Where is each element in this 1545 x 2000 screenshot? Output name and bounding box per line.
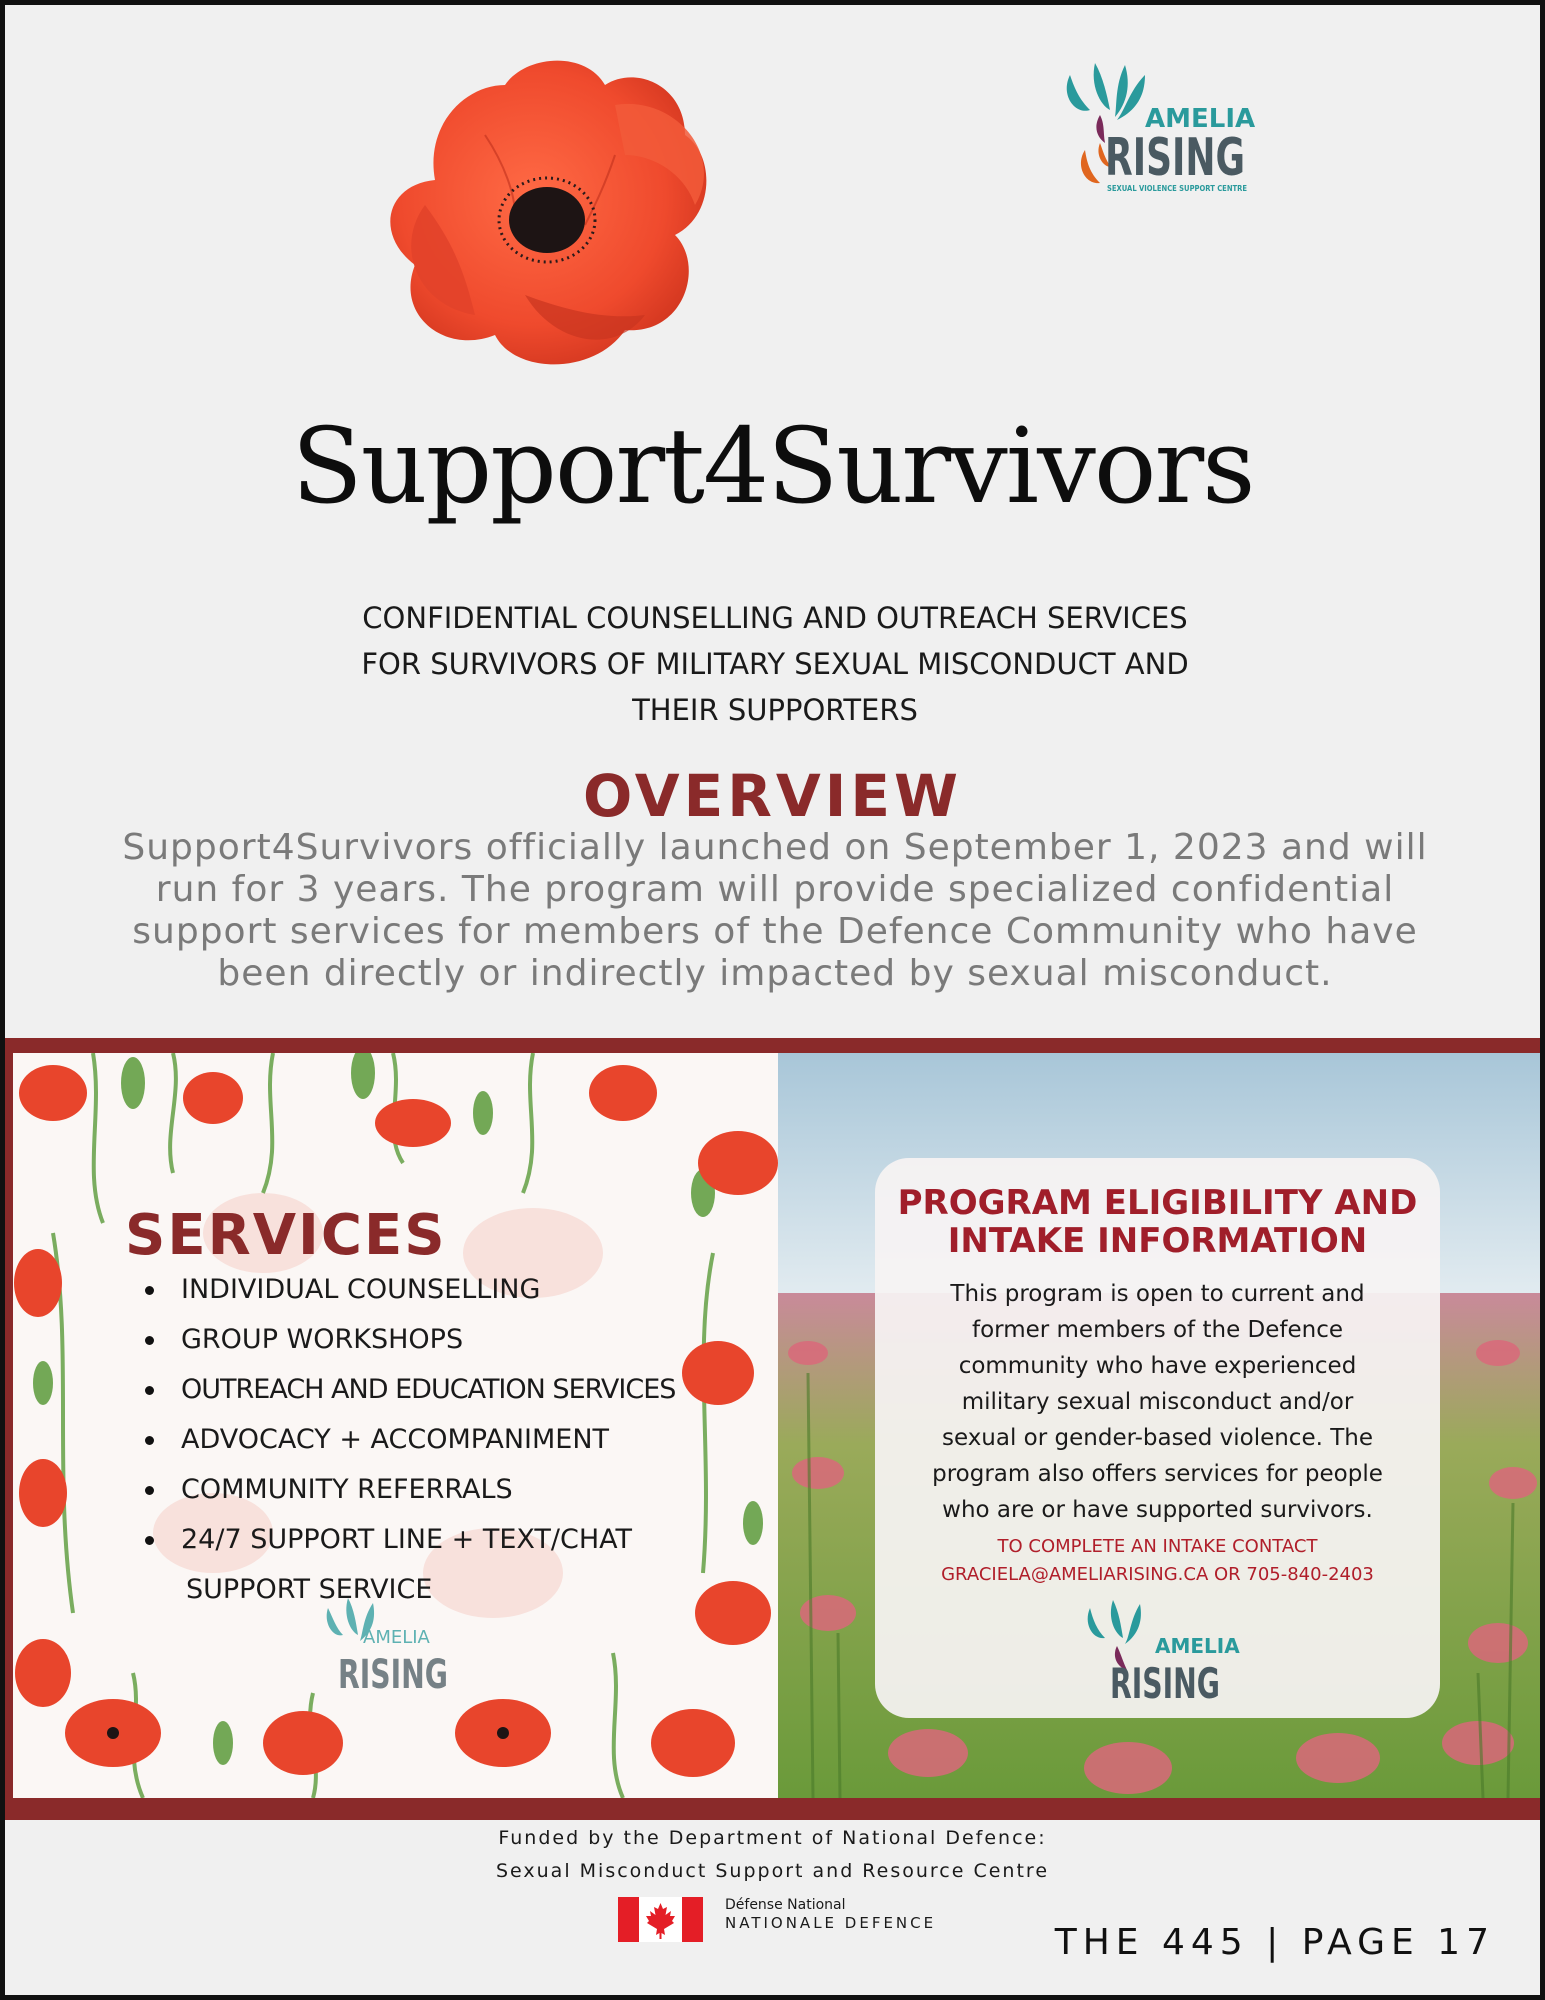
dnd-line: Défense National [725, 1897, 846, 1913]
amelia-rising-logo-faded [318, 1593, 458, 1703]
list-item: SUPPORT SERVICE [186, 1574, 433, 1605]
intake-contact [875, 1533, 1440, 1589]
intake-body-line: former members of the Defence [971, 1317, 1344, 1343]
intake-heading [875, 1184, 1440, 1260]
subtitle-line: THEIR SUPPORTERS [632, 693, 918, 727]
svg-text:RISING: RISING [1110, 1659, 1220, 1708]
page-title: Support4Survivors [291, 405, 1254, 527]
list-item: GROUP WORKSHOPS [143, 1315, 675, 1365]
funding-line: Sexual Misconduct Support and Resource Centre [495, 1860, 1050, 1882]
svg-text:RISING: RISING [1105, 128, 1245, 188]
info-band [5, 1038, 1540, 1820]
amelia-rising-logo-small [1075, 1598, 1240, 1708]
intake-contact-line: TO COMPLETE AN INTAKE CONTACT [997, 1536, 1318, 1557]
intake-body-line: who are or have supported survivors. [942, 1497, 1373, 1523]
services-panel [13, 1053, 778, 1798]
svg-text:AMELIA: AMELIA [1155, 1634, 1240, 1658]
subtitle-line: CONFIDENTIAL COUNSELLING AND OUTREACH SERVICES [362, 601, 1188, 635]
dnd-line: NATIONALE DEFENCE [725, 1914, 937, 1932]
subtitle [305, 595, 1245, 733]
intake-body-line: program also offers services for people [932, 1461, 1383, 1487]
svg-text:RISING: RISING [338, 1652, 448, 1698]
intake-body-line: military sexual misconduct and/or [961, 1389, 1354, 1415]
amelia-rising-logo [1045, 55, 1255, 205]
intake-heading-line: INTAKE INFORMATION [947, 1221, 1368, 1261]
dnd-wordmark [725, 1896, 936, 1932]
poppy-illustration [355, 45, 755, 415]
funding-line: Funded by the Department of National Defence: [498, 1827, 1047, 1849]
svg-text:AMELIA: AMELIA [1145, 104, 1255, 134]
svg-text:AMELIA: AMELIA [363, 1627, 430, 1648]
list-item: COMMUNITY REFERRALS [143, 1465, 675, 1515]
overview-text: Support4Survivors officially launched on September 1, 2023 and will run for 3 years. The program will provide specialized confidential support services for members of the Defence Community who have been directly or indirectly impacted by sexual misconduct. [122, 827, 1428, 994]
list-item: INDIVIDUAL COUNSELLING [143, 1265, 675, 1315]
intake-body-line: This program is open to current and [950, 1281, 1365, 1307]
funding-credit [5, 1822, 1540, 1888]
intake-card [875, 1158, 1440, 1718]
list-item: OUTREACH AND EDUCATION SERVICES [143, 1365, 675, 1415]
intake-body-line: community who have experienced [958, 1353, 1357, 1379]
intake-body-line: sexual or gender-based violence. The [941, 1425, 1374, 1451]
list-item: ADVOCACY + ACCOMPANIMENT [143, 1415, 675, 1465]
canada-flag-icon [618, 1897, 703, 1942]
poppy-field-panel [778, 1053, 1540, 1798]
intake-heading-line: PROGRAM ELIGIBILITY AND [897, 1183, 1418, 1223]
services-heading: SERVICES [125, 1203, 447, 1268]
intake-contact-email-phone[interactable]: GRACIELA@AMELIARISING.CA OR 705-840-2403 [941, 1564, 1374, 1585]
list-item: 24/7 SUPPORT LINE + TEXT/CHAT [143, 1515, 675, 1565]
services-list [143, 1265, 675, 1615]
page-number: THE 445 | PAGE 17 [1054, 1922, 1495, 1963]
svg-text:SEXUAL VIOLENCE SUPPORT CENTRE: SEXUAL VIOLENCE SUPPORT CENTRE [1107, 184, 1247, 193]
intake-description [885, 1276, 1430, 1528]
subtitle-line: FOR SURVIVORS OF MILITARY SEXUAL MISCONDUCT AND [361, 647, 1189, 681]
overview-heading: OVERVIEW [583, 762, 962, 830]
